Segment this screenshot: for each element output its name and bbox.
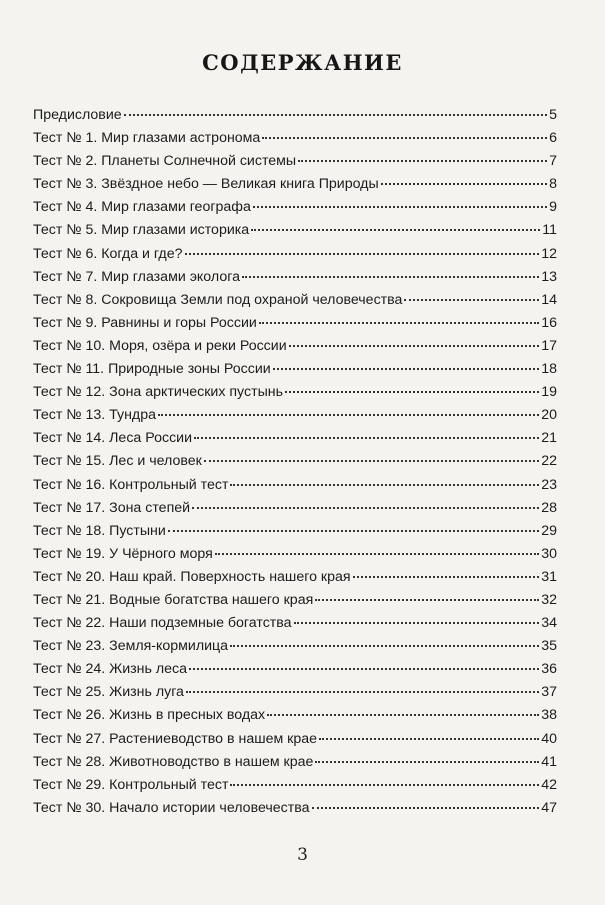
toc-entry-label: Тест № 11. Природные зоны России [33, 361, 271, 378]
toc-entry-label: Тест № 16. Контрольный тест [33, 476, 229, 493]
toc-leader-dots [186, 691, 539, 693]
toc-entry [33, 589, 557, 612]
toc-leader-dots [230, 645, 539, 647]
toc-entry [33, 635, 557, 658]
toc-entry-label: Тест № 21. Водные богатства нашего края [33, 591, 314, 608]
toc-entry [33, 173, 557, 196]
toc-leader-dots [319, 738, 539, 740]
toc-entry [33, 566, 557, 589]
toc-entry [33, 150, 557, 173]
toc-leader-dots [189, 668, 539, 670]
toc-entry-label: Тест № 23. Земля-кормилица [33, 638, 229, 655]
toc-entry-page: 13 [541, 268, 557, 285]
toc-entry-page: 29 [541, 522, 557, 539]
toc-leader-dots [194, 437, 539, 439]
toc-entry-label: Тест № 18. Пустыни [33, 522, 166, 539]
toc-entry [33, 704, 557, 727]
toc-entry-label: Тест № 26. Жизнь в пресных водах [33, 707, 266, 724]
toc-entry-label: Тест № 14. Леса России [33, 430, 193, 447]
toc-entry [33, 312, 557, 335]
toc-leader-dots [285, 391, 539, 393]
toc-entry-page: 36 [541, 661, 557, 678]
toc-entry-page: 20 [541, 407, 557, 424]
toc-entry [33, 728, 557, 751]
toc-entry-label: Тест № 13. Тундра [33, 407, 156, 424]
toc-entry-page: 31 [541, 568, 557, 585]
toc-entry-page: 41 [541, 753, 557, 770]
toc-entry-page: 12 [541, 245, 557, 262]
toc-leader-dots [192, 507, 539, 509]
toc-leader-dots [381, 183, 547, 185]
toc-entry-page: 7 [549, 153, 557, 170]
toc-leader-dots [353, 576, 540, 578]
toc-entry-label: Тест № 19. У Чёрного моря [33, 545, 213, 562]
toc-entry-page: 38 [541, 707, 557, 724]
toc-entry-label: Тест № 3. Звёздное небо — Великая книга Природы [33, 176, 379, 193]
toc-leader-dots [267, 714, 539, 716]
toc-entry-page: 32 [541, 591, 557, 608]
toc-entry [33, 358, 557, 381]
toc-entry-label: Тест № 9. Равнины и горы России [33, 314, 257, 331]
toc-entry [33, 243, 557, 266]
page-number: 3 [297, 845, 308, 865]
toc-entry [33, 681, 557, 704]
toc-entry-label: Тест № 8. Сокровища Земли под охраной человечества [33, 291, 403, 308]
toc-entry [33, 543, 557, 566]
toc-entry [33, 751, 557, 774]
toc-entry-page: 9 [549, 199, 557, 216]
toc-leader-dots [230, 784, 539, 786]
toc-entry [33, 381, 557, 404]
toc-leader-dots [315, 599, 539, 601]
toc-entry-label: Тест № 10. Моря, озёра и реки России [33, 337, 287, 354]
toc-entry-label: Тест № 27. Растениеводство в нашем крае [33, 730, 318, 747]
toc-leader-dots [259, 322, 539, 324]
page-title: СОДЕРЖАНИЕ [202, 50, 403, 75]
toc-entry-page: 5 [549, 107, 557, 123]
toc-leader-dots [312, 807, 540, 809]
toc-entry-page: 16 [541, 314, 557, 331]
toc-leader-dots [230, 484, 539, 486]
toc-entry-label: Тест № 22. Наши подземные богатства [33, 615, 292, 632]
toc-entry-label: Тест № 6. Когда и где? [33, 245, 183, 262]
toc-entry-label: Тест № 17. Зона степей [33, 499, 191, 516]
toc-entry [33, 450, 557, 473]
toc-entry-page: 37 [541, 684, 557, 701]
toc-entry-page: 11 [542, 222, 557, 239]
toc-leader-dots [315, 761, 539, 763]
toc-entry-page: 19 [541, 384, 557, 401]
toc-entry-label: Тест № 12. Зона арктических пустынь [33, 384, 283, 401]
toc-leader-dots [251, 229, 540, 231]
toc-entry-label: Предисловие [33, 107, 122, 123]
toc-entry-page: 30 [541, 545, 557, 562]
toc-entry [33, 658, 557, 681]
toc-entry [33, 774, 557, 797]
toc-entry-page: 34 [541, 615, 557, 632]
toc-entry-label: Тест № 30. Начало истории человечества [33, 799, 310, 816]
toc-leader-dots [215, 553, 539, 555]
toc-entry [33, 127, 557, 150]
toc-entry [33, 612, 557, 635]
toc-entry-page: 28 [541, 499, 557, 516]
toc-entry-page: 6 [549, 130, 557, 147]
toc-entry-page: 17 [541, 337, 557, 354]
toc-entry-page: 35 [541, 638, 557, 655]
toc-entry-label: Тест № 5. Мир глазами историка [33, 222, 250, 239]
toc-entry [33, 427, 557, 450]
toc-entry-page: 22 [541, 453, 557, 470]
toc-entry [33, 335, 557, 358]
toc-entry-label: Тест № 2. Планеты Солнечной системы [33, 153, 297, 170]
toc-entry-label: Тест № 28. Животноводство в нашем крае [33, 753, 314, 770]
toc-entry [33, 497, 557, 520]
toc-entry-label: Тест № 24. Жизнь леса [33, 661, 187, 678]
toc-entry [33, 520, 557, 543]
toc-entry [33, 797, 557, 820]
toc-leader-dots [404, 299, 539, 301]
toc-leader-dots [273, 368, 540, 370]
toc-entry-label: Тест № 20. Наш край. Поверхность нашего края [33, 568, 351, 585]
toc-entry-page: 42 [541, 776, 557, 793]
table-of-contents [33, 104, 557, 820]
toc-entry-label: Тест № 1. Мир глазами астронома [33, 130, 261, 147]
toc-entry-page: 21 [541, 430, 557, 447]
toc-leader-dots [262, 137, 547, 139]
toc-leader-dots [168, 530, 539, 532]
toc-entry-label: Тест № 4. Мир глазами географа [33, 199, 251, 216]
toc-entry-label: Тест № 7. Мир глазами эколога [33, 268, 240, 285]
toc-leader-dots [158, 414, 539, 416]
toc-leader-dots [289, 345, 540, 347]
toc-entry [33, 266, 557, 289]
toc-entry [33, 104, 557, 127]
toc-leader-dots [204, 460, 539, 462]
toc-leader-dots [298, 160, 547, 162]
toc-entry-label: Тест № 15. Лес и человек [33, 453, 202, 470]
toc-leader-dots [185, 253, 540, 255]
toc-entry-page: 40 [541, 730, 557, 747]
toc-entry-label: Тест № 29. Контрольный тест [33, 776, 229, 793]
toc-leader-dots [294, 622, 540, 624]
toc-entry [33, 404, 557, 427]
toc-leader-dots [124, 114, 547, 116]
toc-entry [33, 289, 557, 312]
toc-leader-dots [242, 276, 539, 278]
toc-entry [33, 474, 557, 497]
toc-entry-page: 18 [541, 361, 557, 378]
toc-entry [33, 196, 557, 219]
toc-entry-page: 14 [541, 291, 557, 308]
toc-entry-page: 8 [549, 176, 557, 193]
toc-entry-label: Тест № 25. Жизнь луга [33, 684, 184, 701]
toc-entry-page: 23 [541, 476, 557, 493]
toc-entry [33, 219, 557, 242]
toc-leader-dots [253, 206, 547, 208]
toc-entry-page: 47 [541, 799, 557, 816]
